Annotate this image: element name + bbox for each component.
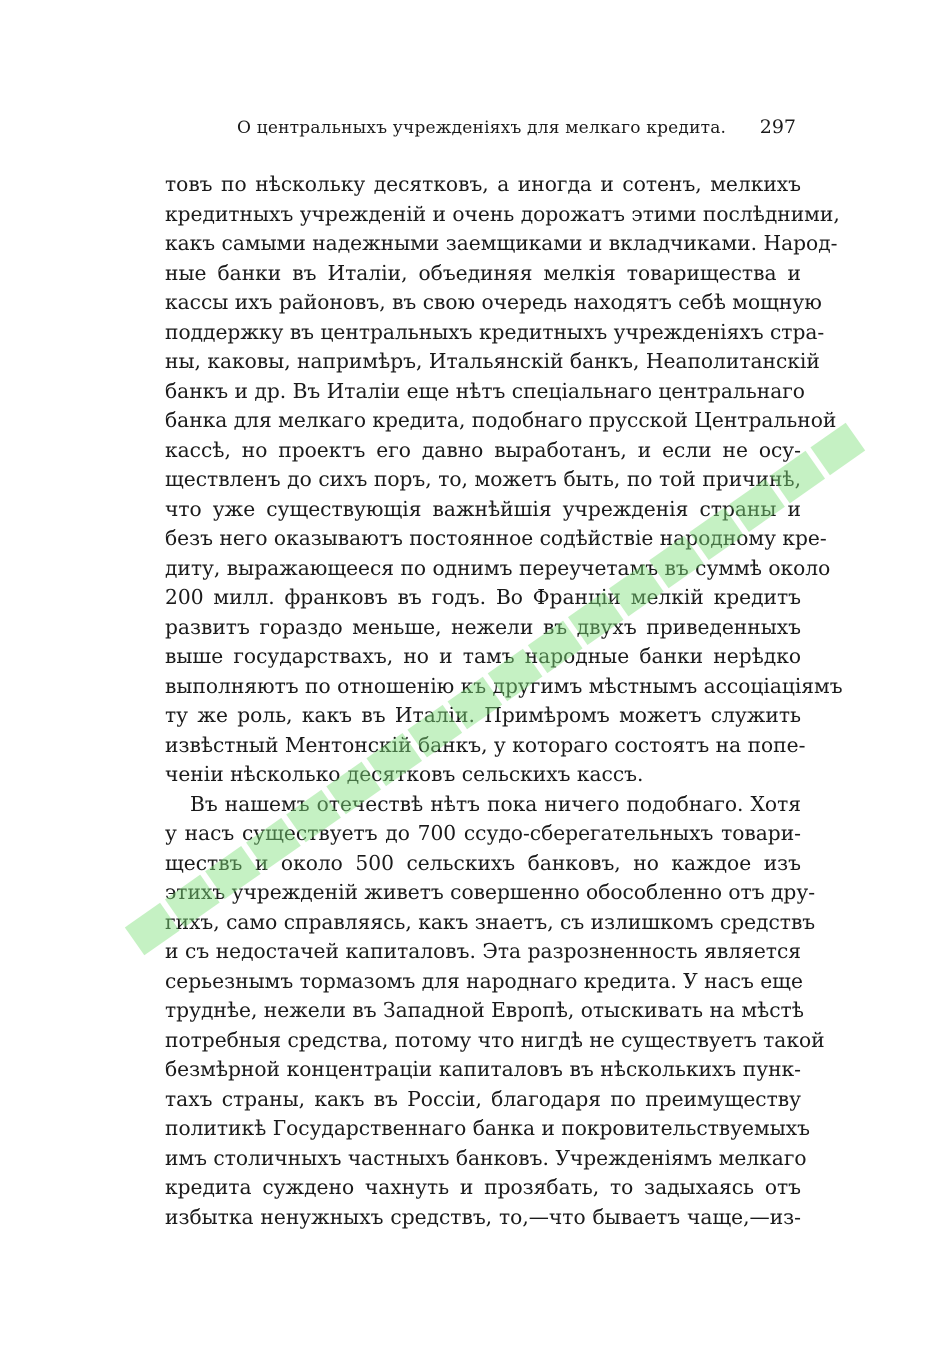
text-line: безмѣрной концентраціи капиталовъ въ нѣсколькихъ пунк- [165,1057,801,1081]
text-line: ны, каковы, напримѣръ, Итальянскій банкъ, Неаполитанскій [165,349,820,373]
text-line: кредитныхъ учрежденій и очень дорожатъ этими послѣдними, [165,201,840,226]
text-line: выполняютъ по отношенію къ другимъ мѣстнымъ ассоціаціямъ [165,673,843,698]
running-head [165,116,800,142]
text-line: кассѣ, но проектъ его давно выработанъ, и если не осу- [165,437,801,462]
text-line: диту, выражающееся по однимъ переучетамъ въ суммѣ около [165,555,831,580]
text-line: 200 милл. франковъ въ годъ. Во Франціи мелкій кредитъ [165,585,801,609]
text-line: безъ него оказываютъ постоянное содѣйствіе народному кре- [165,526,827,550]
body-text [165,170,843,1232]
text-line: этихъ учрежденій живетъ совершенно обособленно отъ дру- [165,880,816,904]
text-line: гихъ, само справляясь, какъ знаетъ, съ излишкомъ средствъ [165,909,816,934]
text-line: поддержку въ центральныхъ кредитныхъ учрежденіяхъ стра- [165,319,825,344]
text-line: ществъ и около 500 сельскихъ банковъ, но каждое изъ [165,850,801,875]
text-line: кассы ихъ районовъ, въ свою очередь находятъ себѣ мощную [165,290,822,314]
text-line: ные банки въ Италіи, объединяя мелкія товарищества и [165,260,801,285]
text-line: извѣстный Ментонскій банкъ, у котораго состоятъ на попе- [165,732,806,757]
text-line: и съ недостачей капиталовъ. Эта разрозненность является [165,939,801,963]
text-line: политикѣ Государственнаго банка и покровительствуемыхъ [165,1116,810,1140]
text-line: какъ самыми надежными заемщиками и вкладчиками. Народ- [165,231,838,255]
text-line: что уже существующія важнѣйшія учрежденія страны и [165,496,801,521]
running-title: О центральныхъ учрежденіяхъ для мелкаго кредита. [237,118,727,138]
text-line: избытка ненужныхъ средствъ, то,—что бываетъ чаще,—из- [165,1204,801,1229]
text-line: имъ столичныхъ частныхъ банковъ. Учрежденіямъ мелкаго [165,1145,807,1170]
text-line: у насъ существуетъ до 700 ссудо-сберегательныхъ товари- [165,821,801,845]
text-line: товъ по нѣскольку десятковъ, а иногда и сотенъ, мелкихъ [165,172,801,196]
text-line: ту же роль, какъ въ Италіи. Примѣромъ можетъ служить [165,703,801,727]
text-line: тахъ страны, какъ въ Россіи, благодаря по преимуществу [165,1086,801,1111]
text-line: серьезнымъ тормазомъ для народнаго кредита. У насъ еще [165,968,803,993]
text-line: банка для мелкаго кредита, подобнаго прусской Центральной [165,408,837,432]
text-line: кредита суждено чахнуть и прозябать, то задыхаясь отъ [165,1175,801,1199]
text-line: ществленъ до сихъ поръ, то, можетъ быть, по той причинѣ, [165,467,801,491]
text-line: выше государствахъ, но и тамъ народные банки нерѣдко [165,644,801,668]
text-line: ченіи нѣсколько десятковъ сельскихъ кассъ. [165,762,644,786]
text-line: банкъ и др. Въ Италіи еще нѣтъ спеціальнаго центральнаго [165,378,805,403]
text-line: развитъ гораздо меньше, нежели въ двухъ приведенныхъ [165,614,801,639]
paragraph-start-line: Въ нашемъ отечествѣ нѣтъ пока ничего подобнаго. Хотя [190,791,801,816]
text-line: труднѣе, нежели въ Западной Европѣ, отыскивать на мѣстѣ [165,998,804,1022]
page-number: 297 [759,116,796,138]
text-line: потребныя средства, потому что нигдѣ не существуетъ такой [165,1027,825,1052]
